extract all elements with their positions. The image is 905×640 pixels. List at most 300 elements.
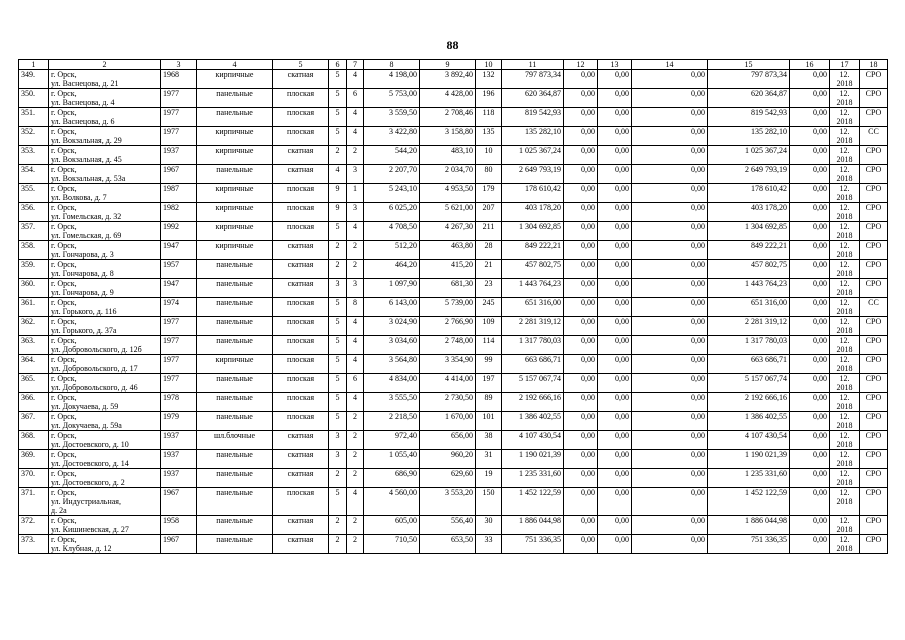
column-header-13: 13 [598, 60, 632, 70]
entrances-cell: 8 [347, 298, 364, 317]
deadline-cell-line: 12. [839, 412, 850, 421]
col14-cell: 0,00 [632, 89, 708, 108]
total-area-cell: 3 024,90 [364, 317, 420, 336]
address-cell-line: ул. Индустриальная, [51, 497, 121, 506]
column-header-10: 10 [476, 60, 502, 70]
roof-type-cell: скатная [273, 431, 329, 450]
col15-cell: 1 317 780,03 [708, 336, 790, 355]
deadline-cell-line: 2018 [836, 307, 853, 316]
address-cell [49, 241, 161, 260]
floors-cell: 5 [329, 317, 347, 336]
floors-cell: 5 [329, 127, 347, 146]
col14-cell: 0,00 [632, 374, 708, 393]
address-cell-line: ул. Достоевского, д. 10 [51, 440, 129, 449]
entrances-cell: 3 [347, 203, 364, 222]
deadline-cell [830, 488, 860, 516]
deadline-cell-line: 12. [839, 355, 850, 364]
living-area-cell: 415,20 [420, 260, 476, 279]
wall-material-cell: панельные [197, 317, 273, 336]
col13-cell: 0,00 [598, 374, 632, 393]
row-number-cell: 354. [19, 165, 49, 184]
method-cell: СРО [860, 412, 888, 431]
living-area-cell: 2 748,00 [420, 336, 476, 355]
total-area-cell: 686,90 [364, 469, 420, 488]
roof-type-cell: плоская [273, 108, 329, 127]
column-header-5: 5 [273, 60, 329, 70]
row-number-cell: 370. [19, 469, 49, 488]
floors-cell: 5 [329, 222, 347, 241]
column-header-4: 4 [197, 60, 273, 70]
col16-cell: 0,00 [790, 393, 830, 412]
living-area-cell: 960,20 [420, 450, 476, 469]
residents-cell: 28 [476, 241, 502, 260]
col12-cell: 0,00 [564, 393, 598, 412]
row-number-cell: 368. [19, 431, 49, 450]
total-area-cell: 6 025,20 [364, 203, 420, 222]
floors-cell: 4 [329, 165, 347, 184]
living-area-cell: 5 739,00 [420, 298, 476, 317]
col12-cell: 0,00 [564, 488, 598, 516]
floors-cell: 2 [329, 260, 347, 279]
total-cost-cell: 651 316,00 [502, 298, 564, 317]
method-cell: СРО [860, 165, 888, 184]
deadline-cell-line: 2018 [836, 497, 853, 506]
living-area-cell: 2 034,70 [420, 165, 476, 184]
col12-cell: 0,00 [564, 516, 598, 535]
deadline-cell-line: 12. [839, 298, 850, 307]
year-cell: 1979 [161, 412, 197, 431]
row-number-cell: 350. [19, 89, 49, 108]
year-cell: 1937 [161, 146, 197, 165]
deadline-cell-line: 12. [839, 165, 850, 174]
row-number-cell: 358. [19, 241, 49, 260]
deadline-cell [830, 241, 860, 260]
address-cell [49, 412, 161, 431]
table-row [19, 108, 888, 127]
entrances-cell: 4 [347, 108, 364, 127]
living-area-cell: 4 267,30 [420, 222, 476, 241]
address-cell-line: ул. Вокзальная, д. 45 [51, 155, 122, 164]
year-cell: 1992 [161, 222, 197, 241]
deadline-cell [830, 203, 860, 222]
year-cell: 1982 [161, 203, 197, 222]
deadline-cell-line: 12. [839, 146, 850, 155]
deadline-cell-line: 12. [839, 450, 850, 459]
total-cost-cell: 849 222,21 [502, 241, 564, 260]
total-area-cell: 3 559,50 [364, 108, 420, 127]
year-cell: 1977 [161, 317, 197, 336]
year-cell: 1967 [161, 165, 197, 184]
register-table [18, 59, 888, 554]
roof-type-cell: плоская [273, 298, 329, 317]
floors-cell: 5 [329, 355, 347, 374]
wall-material-cell: панельные [197, 535, 273, 554]
col13-cell: 0,00 [598, 488, 632, 516]
col13-cell: 0,00 [598, 298, 632, 317]
living-area-cell: 556,40 [420, 516, 476, 535]
residents-cell: 101 [476, 412, 502, 431]
roof-type-cell: скатная [273, 279, 329, 298]
total-cost-cell: 620 364,87 [502, 89, 564, 108]
year-cell: 1958 [161, 516, 197, 535]
address-cell [49, 469, 161, 488]
col16-cell: 0,00 [790, 535, 830, 554]
col13-cell: 0,00 [598, 89, 632, 108]
table-row [19, 146, 888, 165]
deadline-cell [830, 412, 860, 431]
year-cell: 1967 [161, 535, 197, 554]
deadline-cell-line: 2018 [836, 525, 853, 534]
table-row [19, 127, 888, 146]
roof-type-cell: скатная [273, 450, 329, 469]
entrances-cell: 2 [347, 516, 364, 535]
deadline-cell-line: 2018 [836, 364, 853, 373]
total-cost-cell: 1 886 044,98 [502, 516, 564, 535]
col12-cell: 0,00 [564, 412, 598, 431]
row-number-cell: 357. [19, 222, 49, 241]
address-cell-line: г. Орск, [51, 108, 77, 117]
method-cell: СРО [860, 336, 888, 355]
total-area-cell: 3 555,50 [364, 393, 420, 412]
address-cell-line: г. Орск, [51, 203, 77, 212]
year-cell: 1968 [161, 70, 197, 89]
col14-cell: 0,00 [632, 165, 708, 184]
col16-cell: 0,00 [790, 279, 830, 298]
deadline-cell-line: 12. [839, 535, 850, 544]
col14-cell: 0,00 [632, 146, 708, 165]
entrances-cell: 3 [347, 165, 364, 184]
col14-cell: 0,00 [632, 260, 708, 279]
wall-material-cell: панельные [197, 336, 273, 355]
entrances-cell: 6 [347, 374, 364, 393]
col14-cell: 0,00 [632, 336, 708, 355]
col16-cell: 0,00 [790, 516, 830, 535]
total-cost-cell: 457 802,75 [502, 260, 564, 279]
total-cost-cell: 2 192 666,16 [502, 393, 564, 412]
deadline-cell-line: 2018 [836, 326, 853, 335]
entrances-cell: 2 [347, 450, 364, 469]
col15-cell: 4 107 430,54 [708, 431, 790, 450]
residents-cell: 135 [476, 127, 502, 146]
col16-cell: 0,00 [790, 127, 830, 146]
method-cell: СС [860, 298, 888, 317]
address-cell [49, 108, 161, 127]
entrances-cell: 4 [347, 317, 364, 336]
column-header-2: 2 [49, 60, 161, 70]
deadline-cell-line: 2018 [836, 478, 853, 487]
total-cost-cell: 1 025 367,24 [502, 146, 564, 165]
col16-cell: 0,00 [790, 336, 830, 355]
address-cell-line: ул. Горького, д. 37а [51, 326, 117, 335]
col14-cell: 0,00 [632, 393, 708, 412]
deadline-cell-line: 2018 [836, 79, 853, 88]
col15-cell: 457 802,75 [708, 260, 790, 279]
wall-material-cell: кирпичные [197, 146, 273, 165]
wall-material-cell: кирпичные [197, 70, 273, 89]
address-cell-line: ул. Добровольского, д. 12б [51, 345, 142, 354]
address-cell [49, 70, 161, 89]
total-cost-cell: 178 610,42 [502, 184, 564, 203]
residents-cell: 114 [476, 336, 502, 355]
deadline-cell-line: 12. [839, 516, 850, 525]
column-header-9: 9 [420, 60, 476, 70]
living-area-cell: 4 414,00 [420, 374, 476, 393]
col15-cell: 403 178,20 [708, 203, 790, 222]
address-cell [49, 317, 161, 336]
total-area-cell: 972,40 [364, 431, 420, 450]
residents-cell: 21 [476, 260, 502, 279]
col15-cell: 751 336,35 [708, 535, 790, 554]
address-cell-line: г. Орск, [51, 260, 77, 269]
column-header-16: 16 [790, 60, 830, 70]
deadline-cell-line: 12. [839, 222, 850, 231]
col14-cell: 0,00 [632, 488, 708, 516]
table-row [19, 412, 888, 431]
address-cell [49, 222, 161, 241]
method-cell: СРО [860, 260, 888, 279]
total-area-cell: 3 422,80 [364, 127, 420, 146]
col13-cell: 0,00 [598, 279, 632, 298]
address-cell-line: ул. Васнецова, д. 4 [51, 98, 115, 107]
total-cost-cell: 5 157 067,74 [502, 374, 564, 393]
col13-cell: 0,00 [598, 260, 632, 279]
deadline-cell [830, 165, 860, 184]
deadline-cell [830, 355, 860, 374]
entrances-cell: 2 [347, 241, 364, 260]
col14-cell: 0,00 [632, 355, 708, 374]
row-number-cell: 366. [19, 393, 49, 412]
deadline-cell [830, 516, 860, 535]
deadline-cell-line: 12. [839, 488, 850, 497]
entrances-cell: 2 [347, 469, 364, 488]
wall-material-cell: шл.блочные [197, 431, 273, 450]
address-cell [49, 298, 161, 317]
entrances-cell: 4 [347, 393, 364, 412]
address-cell [49, 450, 161, 469]
address-cell [49, 89, 161, 108]
deadline-cell-line: 2018 [836, 250, 853, 259]
wall-material-cell: панельные [197, 469, 273, 488]
deadline-cell [830, 469, 860, 488]
floors-cell: 3 [329, 431, 347, 450]
method-cell: СРО [860, 184, 888, 203]
col16-cell: 0,00 [790, 431, 830, 450]
year-cell: 1937 [161, 450, 197, 469]
address-cell [49, 516, 161, 535]
row-number-cell: 372. [19, 516, 49, 535]
col15-cell: 1 886 044,98 [708, 516, 790, 535]
row-number-cell: 367. [19, 412, 49, 431]
column-header-1: 1 [19, 60, 49, 70]
col15-cell: 849 222,21 [708, 241, 790, 260]
deadline-cell-line: 12. [839, 241, 850, 250]
residents-cell: 211 [476, 222, 502, 241]
wall-material-cell: кирпичные [197, 355, 273, 374]
method-cell: СРО [860, 450, 888, 469]
wall-material-cell: панельные [197, 108, 273, 127]
address-cell-line: г. Орск, [51, 374, 77, 383]
col12-cell: 0,00 [564, 355, 598, 374]
col12-cell: 0,00 [564, 165, 598, 184]
deadline-cell-line: 2018 [836, 98, 853, 107]
total-cost-cell: 797 873,34 [502, 70, 564, 89]
year-cell: 1937 [161, 431, 197, 450]
address-cell-line: ул. Горького, д. 116 [51, 307, 117, 316]
deadline-cell-line: 2018 [836, 193, 853, 202]
floors-cell: 9 [329, 203, 347, 222]
roof-type-cell: плоская [273, 89, 329, 108]
address-cell [49, 146, 161, 165]
roof-type-cell: плоская [273, 488, 329, 516]
deadline-cell [830, 127, 860, 146]
col14-cell: 0,00 [632, 535, 708, 554]
table-row [19, 393, 888, 412]
method-cell: СРО [860, 431, 888, 450]
column-header-15: 15 [708, 60, 790, 70]
address-cell-line: ул. Добровольского, д. 46 [51, 383, 138, 392]
entrances-cell: 4 [347, 127, 364, 146]
total-area-cell: 5 243,10 [364, 184, 420, 203]
living-area-cell: 2 730,50 [420, 393, 476, 412]
deadline-cell [830, 374, 860, 393]
address-cell-line: ул. Гомельская, д. 32 [51, 212, 122, 221]
address-cell [49, 355, 161, 374]
col15-cell: 651 316,00 [708, 298, 790, 317]
col14-cell: 0,00 [632, 516, 708, 535]
col14-cell: 0,00 [632, 469, 708, 488]
residents-cell: 23 [476, 279, 502, 298]
column-header-7: 7 [347, 60, 364, 70]
col13-cell: 0,00 [598, 516, 632, 535]
col16-cell: 0,00 [790, 108, 830, 127]
roof-type-cell: плоская [273, 412, 329, 431]
method-cell: СРО [860, 279, 888, 298]
year-cell: 1967 [161, 488, 197, 516]
deadline-cell-line: 2018 [836, 440, 853, 449]
deadline-cell-line: 2018 [836, 174, 853, 183]
col14-cell: 0,00 [632, 127, 708, 146]
living-area-cell: 3 158,80 [420, 127, 476, 146]
col16-cell: 0,00 [790, 374, 830, 393]
address-cell-line: г. Орск, [51, 70, 77, 79]
address-cell [49, 431, 161, 450]
row-number-cell: 349. [19, 70, 49, 89]
year-cell: 1978 [161, 393, 197, 412]
address-cell-line: ул. Докучаева, д. 59а [51, 421, 122, 430]
wall-material-cell: панельные [197, 298, 273, 317]
col12-cell: 0,00 [564, 241, 598, 260]
roof-type-cell: плоская [273, 127, 329, 146]
row-number-cell: 369. [19, 450, 49, 469]
row-number-cell: 352. [19, 127, 49, 146]
row-number-cell: 359. [19, 260, 49, 279]
total-area-cell: 2 218,50 [364, 412, 420, 431]
row-number-cell: 364. [19, 355, 49, 374]
address-cell-line: г. Орск, [51, 393, 77, 402]
address-cell-line: г. Орск, [51, 450, 77, 459]
col16-cell: 0,00 [790, 222, 830, 241]
address-cell-line: г. Орск, [51, 146, 77, 155]
deadline-cell-line: 2018 [836, 117, 853, 126]
column-header-11: 11 [502, 60, 564, 70]
total-cost-cell: 751 336,35 [502, 535, 564, 554]
total-cost-cell: 1 386 402,55 [502, 412, 564, 431]
roof-type-cell: скатная [273, 516, 329, 535]
row-number-cell: 362. [19, 317, 49, 336]
residents-cell: 132 [476, 70, 502, 89]
wall-material-cell: панельные [197, 374, 273, 393]
col12-cell: 0,00 [564, 298, 598, 317]
method-cell: СРО [860, 203, 888, 222]
col14-cell: 0,00 [632, 412, 708, 431]
address-cell-line: ул. Кишиневская, д. 27 [51, 525, 129, 534]
entrances-cell: 2 [347, 431, 364, 450]
wall-material-cell: кирпичные [197, 203, 273, 222]
address-cell-line: ул. Достоевского, д. 14 [51, 459, 129, 468]
entrances-cell: 4 [347, 70, 364, 89]
floors-cell: 5 [329, 412, 347, 431]
residents-cell: 179 [476, 184, 502, 203]
deadline-cell-line: 2018 [836, 136, 853, 145]
row-number-cell: 363. [19, 336, 49, 355]
column-header-6: 6 [329, 60, 347, 70]
total-cost-cell: 135 282,10 [502, 127, 564, 146]
address-cell-line: г. Орск, [51, 516, 77, 525]
col12-cell: 0,00 [564, 450, 598, 469]
year-cell: 1947 [161, 279, 197, 298]
table-row [19, 431, 888, 450]
method-cell: СС [860, 127, 888, 146]
address-cell-line: г. Орск, [51, 469, 77, 478]
deadline-cell [830, 317, 860, 336]
method-cell: СРО [860, 355, 888, 374]
wall-material-cell: кирпичные [197, 241, 273, 260]
col15-cell: 2 649 793,19 [708, 165, 790, 184]
table-row [19, 488, 888, 516]
table-header [19, 60, 888, 70]
address-cell-line: ул. Вокзальная, д. 29 [51, 136, 122, 145]
address-cell [49, 127, 161, 146]
deadline-cell-line: 2018 [836, 269, 853, 278]
address-cell-line: г. Орск, [51, 488, 77, 497]
col13-cell: 0,00 [598, 127, 632, 146]
total-area-cell: 4 198,00 [364, 70, 420, 89]
address-cell [49, 535, 161, 554]
wall-material-cell: кирпичные [197, 222, 273, 241]
year-cell: 1974 [161, 298, 197, 317]
residents-cell: 197 [476, 374, 502, 393]
col15-cell: 1 235 331,60 [708, 469, 790, 488]
year-cell: 1977 [161, 336, 197, 355]
deadline-cell-line: 2018 [836, 212, 853, 221]
column-header-8: 8 [364, 60, 420, 70]
method-cell: СРО [860, 317, 888, 336]
address-cell-line: г. Орск, [51, 89, 77, 98]
col15-cell: 1 452 122,59 [708, 488, 790, 516]
table-row [19, 535, 888, 554]
address-cell-line: г. Орск, [51, 355, 77, 364]
col13-cell: 0,00 [598, 412, 632, 431]
col16-cell: 0,00 [790, 203, 830, 222]
residents-cell: 150 [476, 488, 502, 516]
total-cost-cell: 403 178,20 [502, 203, 564, 222]
col12-cell: 0,00 [564, 108, 598, 127]
residents-cell: 30 [476, 516, 502, 535]
col12-cell: 0,00 [564, 336, 598, 355]
method-cell: СРО [860, 222, 888, 241]
floors-cell: 2 [329, 535, 347, 554]
floors-cell: 5 [329, 374, 347, 393]
